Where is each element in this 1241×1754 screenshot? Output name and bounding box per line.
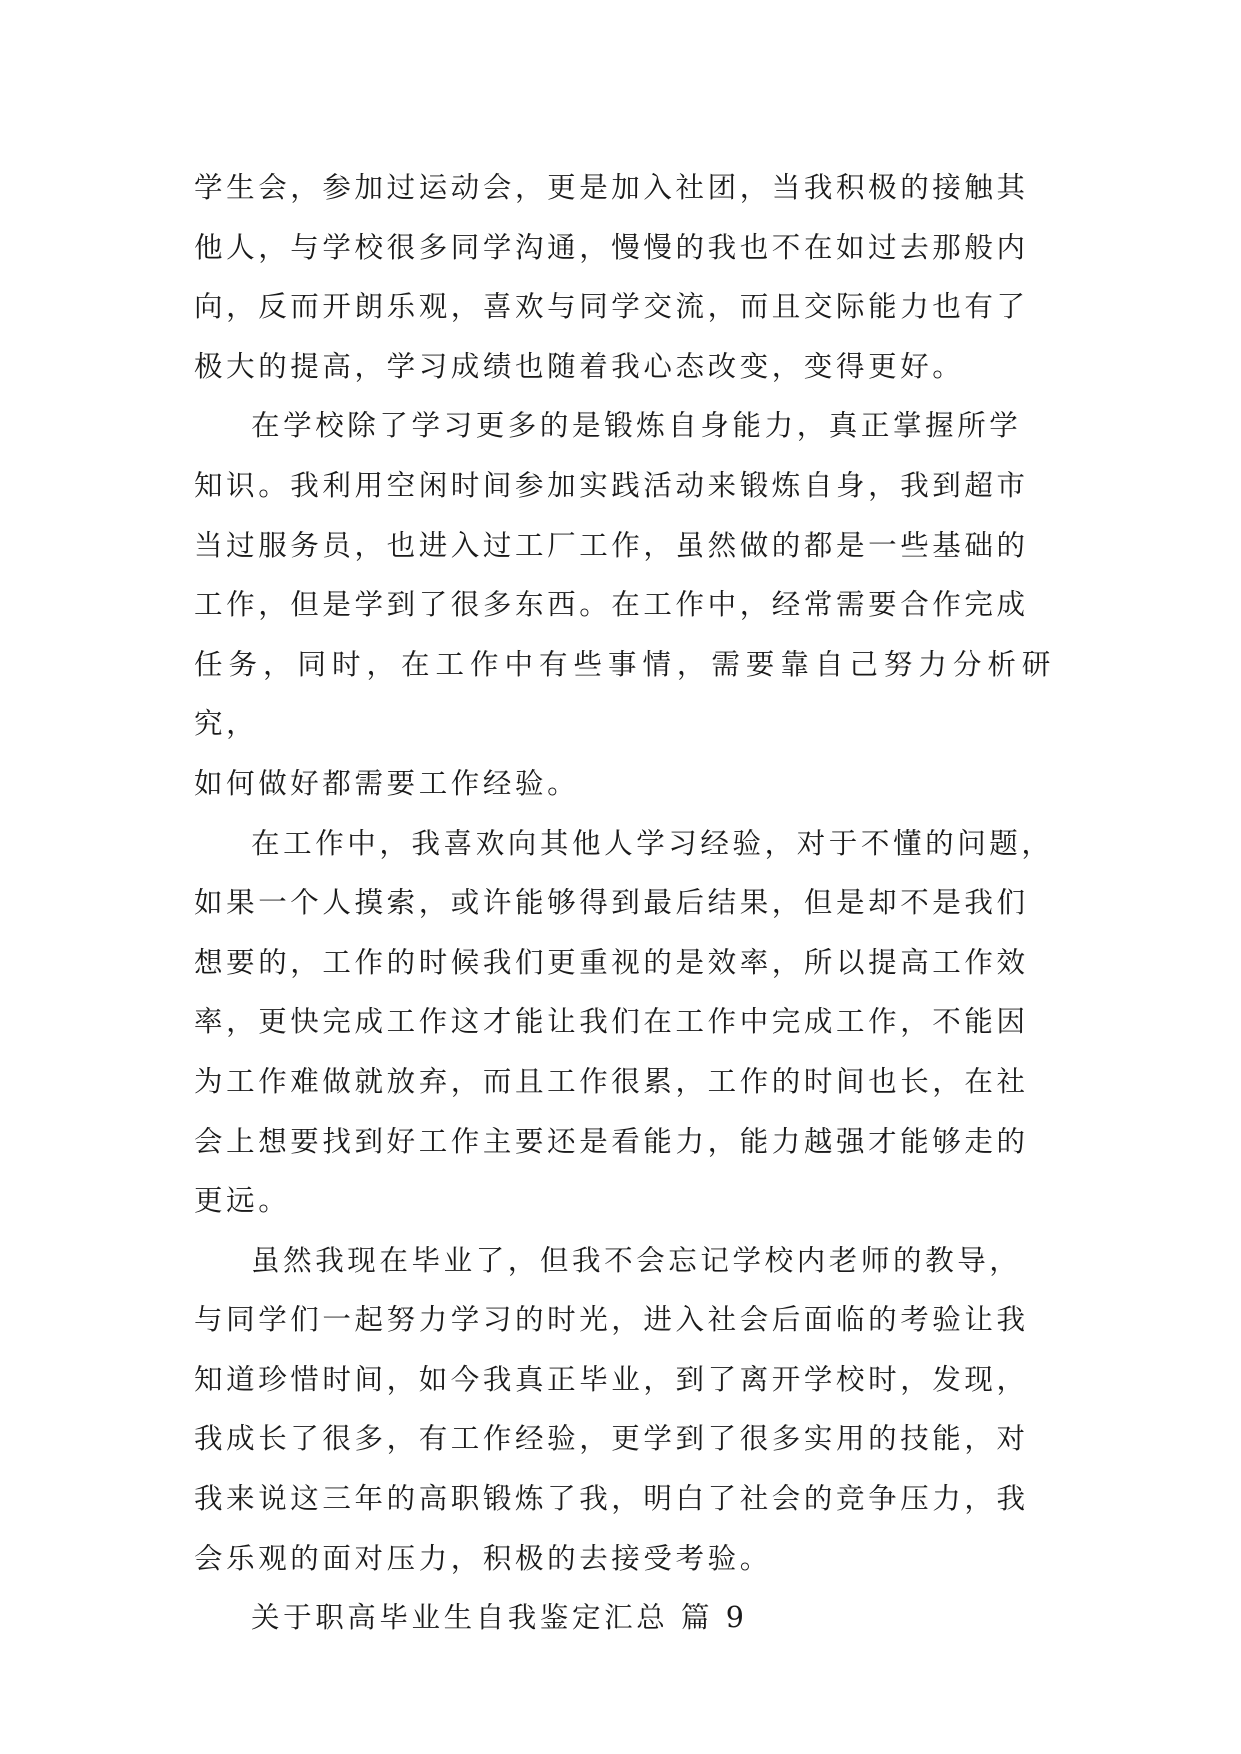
paragraph-line: 如何做好都需要工作经验。	[194, 766, 580, 800]
paragraph-line: 虽然我现在毕业了，但我不会忘记学校内老师的教导，	[251, 1243, 1022, 1277]
paragraph-line: 工作，但是学到了很多东西。在工作中，经常需要合作完成	[194, 588, 1029, 622]
section-heading: 关于职高毕业生自我鉴定汇总 篇 9	[251, 1601, 748, 1635]
paragraph-line: 在工作中，我喜欢向其他人学习经验，对于不懂的问题，	[251, 826, 1054, 860]
paragraph-line: 学生会，参加过运动会，更是加入社团，当我积极的接触其	[194, 171, 1029, 204]
paragraph-line: 向，反而开朗乐观，喜欢与同学交流，而且交际能力也有了	[194, 290, 1029, 324]
paragraph-line: 会乐观的面对压力，积极的去接受考验。	[194, 1541, 772, 1575]
paragraph-line: 在学校除了学习更多的是锻炼自身能力，真正掌握所学	[251, 409, 1022, 443]
paragraph-line: 当过服务员，也进入过工厂工作，虽然做的都是一些基础的	[194, 528, 1029, 562]
paragraph-4	[194, 1231, 1054, 1589]
paragraph-line: 率，更快完成工作这才能让我们在工作中完成工作，不能因	[194, 1005, 1029, 1039]
paragraph-line: 如果一个人摸索，或许能够得到最后结果，但是却不是我们	[194, 886, 1029, 920]
paragraph-2	[194, 396, 1054, 813]
paragraph-line: 我来说这三年的高职锻炼了我，明白了社会的竞争压力，我	[194, 1482, 1029, 1516]
paragraph-line: 会上想要找到好工作主要还是看能力，能力越强才能够走的	[194, 1124, 1029, 1158]
paragraph-line: 知道珍惜时间，如今我真正毕业，到了离开学校时，发现，	[194, 1362, 1029, 1396]
paragraph-line: 知识。我利用空闲时间参加实践活动来锻炼自身，我到超市	[194, 468, 1029, 502]
paragraph-3	[194, 814, 1054, 1231]
paragraph-line: 为工作难做就放弃，而且工作很累，工作的时间也长，在社	[194, 1064, 1029, 1098]
paragraph-line: 想要的，工作的时候我们更重视的是效率，所以提高工作效	[194, 945, 1029, 979]
paragraph-line: 我成长了很多，有工作经验，更学到了很多实用的技能，对	[194, 1422, 1029, 1456]
paragraph-line: 与同学们一起努力学习的时光，进入社会后面临的考验让我	[194, 1303, 1029, 1337]
paragraph-line: 任务，同时，在工作中有些事情，需要靠自己努力分析研究，	[194, 647, 1054, 741]
paragraph-line: 极大的提高，学习成绩也随着我心态改变，变得更好。	[194, 349, 965, 383]
paragraph-1	[194, 158, 1054, 396]
paragraph-line: 他人，与学校很多同学沟通，慢慢的我也不在如过去那般内	[194, 230, 1029, 264]
paragraph-line: 更远。	[194, 1184, 291, 1218]
document-body	[194, 158, 1054, 1648]
